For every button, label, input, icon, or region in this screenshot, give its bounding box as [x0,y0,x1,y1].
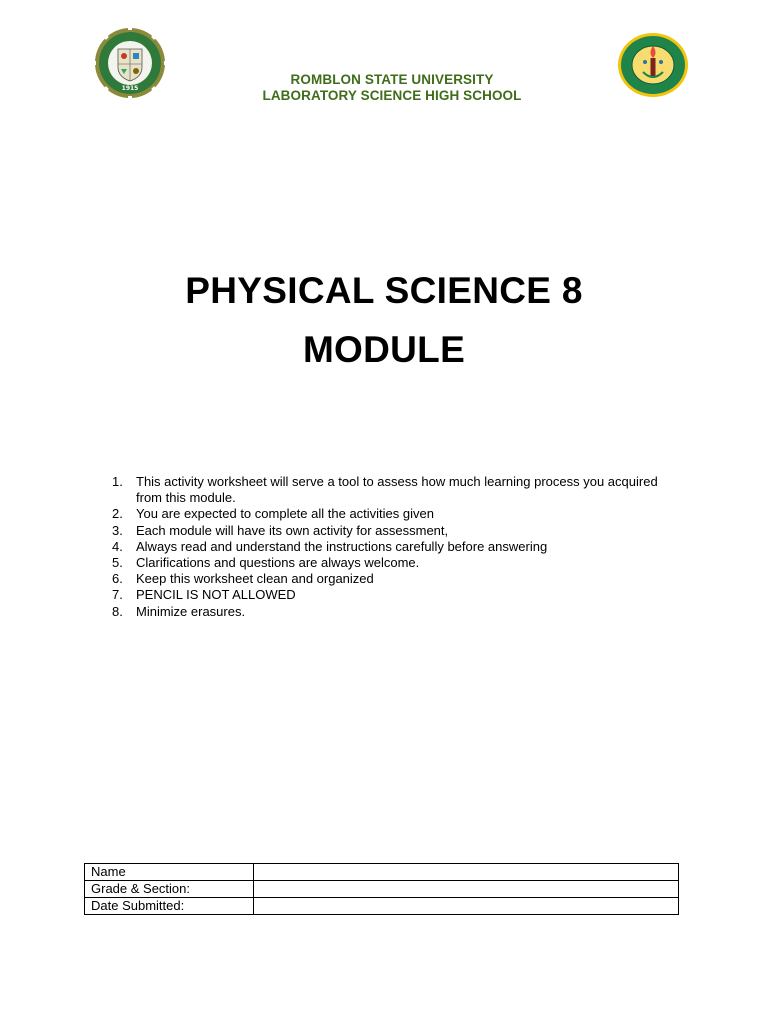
list-item [112,587,672,603]
list-item [112,539,672,555]
list-item-text: Keep this worksheet clean and organized [136,571,374,587]
seal-year-text: 1915 [121,85,139,92]
school-name: LABORATORY SCIENCE HIGH SCHOOL [262,88,522,103]
date-submitted-field[interactable] [254,898,679,915]
university-name: ROMBLON STATE UNIVERSITY [290,72,494,87]
name-field[interactable] [254,864,679,881]
list-item-number: 2. [112,506,123,522]
instructions-list [112,474,672,620]
list-item [112,506,672,522]
list-item-number: 7. [112,587,123,603]
name-label: Name [85,864,254,881]
list-item-number: 4. [112,538,123,554]
module-title-line2: MODULE [302,329,466,370]
list-item [112,474,672,506]
date-submitted-label: Date Submitted: [85,898,254,915]
list-item-number: 1. [112,474,123,489]
student-info-table [84,863,679,915]
grade-section-label: Grade & Section: [85,881,254,898]
list-item-number: 3. [112,522,123,538]
list-item-number: 8. [112,603,123,619]
list-item [112,555,672,571]
list-item-text: This activity worksheet will serve a tool to assess how much learning process you acquired from this module. [136,474,658,506]
table-row [85,881,679,898]
list-item-number: 6. [112,571,123,587]
list-item-number: 5. [112,555,123,571]
table-row [85,898,679,915]
list-item-text: Each module will have its own activity for assessment, [136,522,449,538]
list-item-text: Clarifications and questions are always welcome. [136,555,420,571]
list-item [112,523,672,539]
grade-section-field[interactable] [254,881,679,898]
list-item-text: Minimize erasures. [136,603,246,619]
table-row [85,864,679,881]
list-item-text: You are expected to complete all the activities given [136,506,434,522]
list-item [112,571,672,587]
module-title-line1: PHYSICAL SCIENCE 8 [185,270,583,311]
list-item-text: PENCIL IS NOT ALLOWED [136,587,296,603]
list-item-text: Always read and understand the instructions carefully before answering [136,538,548,554]
list-item [112,604,672,620]
